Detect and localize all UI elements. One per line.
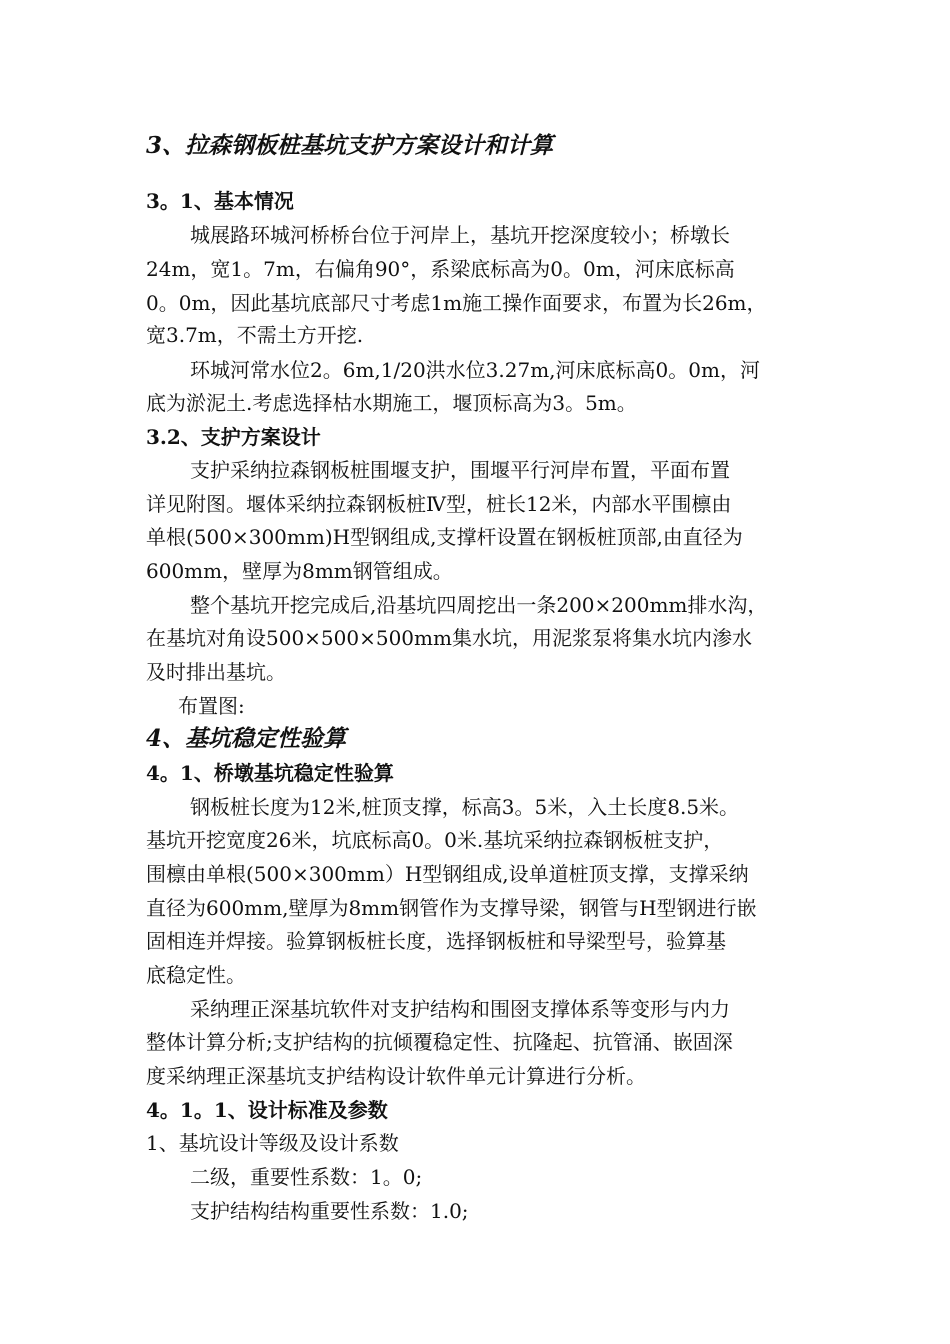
paragraph-line: 宽3.7m，不需土方开挖. [146,323,364,347]
paragraph-line: 及时排出基坑。 [146,660,286,684]
paragraph-line: 固相连并焊接。验算钢板桩长度，选择钢板桩和导梁型号，验算基 [146,929,726,953]
list-item: 1、基坑设计等级及设计系数 [146,1131,399,1155]
paragraph-line: 度采纳理正深基坑支护结构设计软件单元计算进行分析。 [146,1064,646,1088]
paragraph-line: 环城河常水位2。6m,1/20洪水位3.27m,河床底标高0。0m，河 [190,358,760,382]
paragraph-line: 底稳定性。 [146,963,246,987]
paragraph-line: 整个基坑开挖完成后,沿基坑四周挖出一条200×200mm排水沟， [190,593,768,617]
paragraph-line: 围檩由单根(500×300mm）H型钢组成,设单道桩顶支撑，支撑采纳 [146,862,749,886]
section-4-1-1-heading: 4。1。1、设计标准及参数 [146,1098,388,1122]
paragraph-line: 在基坑对角设500×500×500mm集水坑，用泥浆泵将集水坑内渗水 [146,626,752,650]
paragraph-line: 单根(500×300mm)H型钢组成,支撑杆设置在钢板桩顶部,由直径为 [146,525,743,549]
paragraph-line: 基坑开挖宽度26米，坑底标高0。0米.基坑采纳拉森钢板桩支护， [146,828,724,852]
paragraph-line: 24m，宽1。7m，右偏角90°，系梁底标高为0。0m，河床底标高 [146,257,735,281]
paragraph-line: 0。0m，因此基坑底部尺寸考虑1m施工操作面要求，布置为长26m， [146,291,767,315]
layout-figure-label: 布置图: [178,694,245,718]
paragraph-line: 钢板桩长度为12米,桩顶支撑，标高3。5米，入土长度8.5米。 [190,795,740,819]
list-item-detail: 二级，重要性系数：1。0; [190,1165,423,1189]
paragraph-line: 直径为600mm,壁厚为8mm钢管作为支撑导梁，钢管与H型钢进行嵌 [146,896,757,920]
paragraph-line: 支护采纳拉森钢板桩围堰支护，围堰平行河岸布置，平面布置 [190,458,730,482]
paragraph-line: 600mm，壁厚为8mm钢管组成。 [146,559,453,583]
list-item-detail: 支护结构结构重要性系数：1.0; [190,1199,469,1223]
section-4-1-heading: 4。1、桥墩基坑稳定性验算 [146,761,394,785]
paragraph-line: 底为淤泥土.考虑选择枯水期施工，堰顶标高为3。5m。 [146,391,637,415]
section-4-heading: 4、基坑稳定性验算 [146,725,347,752]
section-3-1-heading: 3。1、基本情况 [146,189,294,213]
section-3-2-heading: 3.2、支护方案设计 [146,425,321,449]
paragraph-line: 城展路环城河桥桥台位于河岸上，基坑开挖深度较小；桥墩长 [190,223,730,247]
paragraph-line: 整体计算分析;支护结构的抗倾覆稳定性、抗隆起、抗管涌、嵌固深 [146,1030,733,1054]
section-3-heading: 3、拉森钢板桩基坑支护方案设计和计算 [146,132,554,159]
paragraph-line: 采纳理正深基坑软件对支护结构和围囹支撑体系等变形与内力 [190,997,730,1021]
paragraph-line: 详见附图。堰体采纳拉森钢板桩Ⅳ型，桩长12米，内部水平围檩由 [146,492,732,516]
